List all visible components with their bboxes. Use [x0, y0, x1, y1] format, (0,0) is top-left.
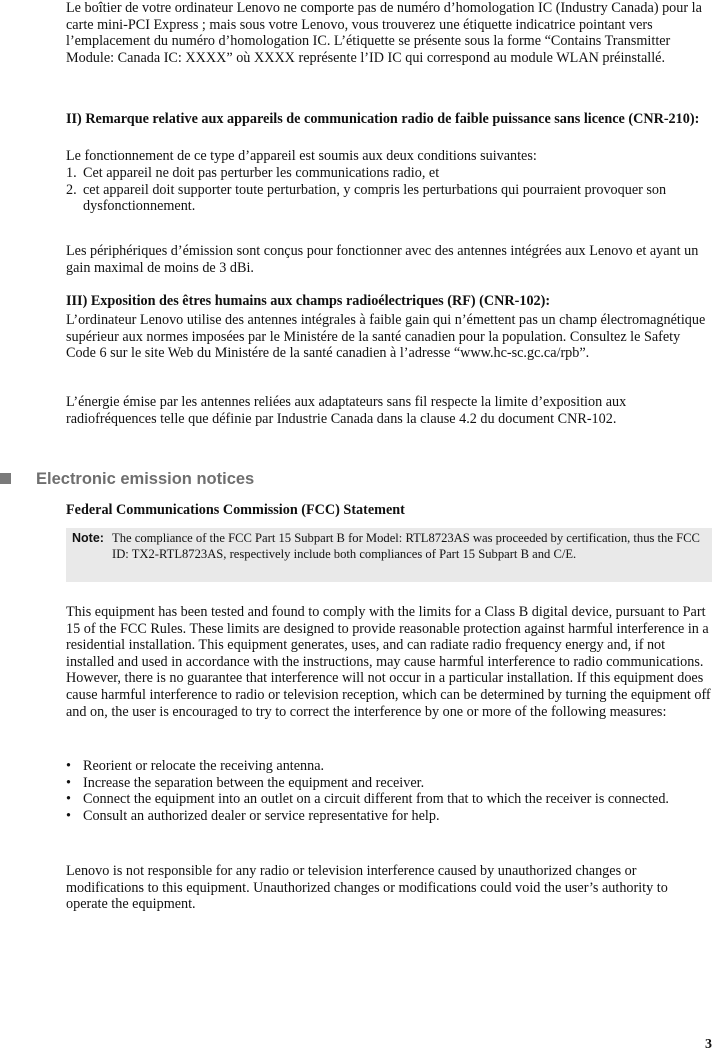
note-text: The compliance of the FCC Part 15 Subpart B for Model: RTL8723AS was proceeded by certification, thus the FCC ID: TX2-RTL8723AS, respectively include both compliances of Part 15 Subpart B and C/E. [112, 531, 700, 561]
note-box [66, 528, 712, 582]
closing-paragraph: Lenovo is not responsible for any radio or television interference caused by unauthorized changes or modifications to this equipment. Unauthorized changes or modifications could void the user’s authority to operate the equipment. [66, 863, 668, 913]
note-label: Note: [72, 531, 104, 545]
bullet-icon: • [66, 758, 71, 774]
list-marker: 1. [66, 165, 77, 181]
list-item [66, 791, 712, 808]
list-item-text: Cet appareil ne doit pas perturber les communications radio, et [83, 165, 440, 181]
list-item [66, 165, 712, 182]
list-marker: 2. [66, 181, 77, 198]
list-item [66, 182, 712, 215]
list-item-text: Increase the separation between the equipment and receiver. [83, 774, 425, 791]
list-item [66, 775, 712, 792]
cnr102-paragraph-2: L’énergie émise par les antennes reliées aux adaptateurs sans fil respecte la limite d’exposition aux radiofréquences telle que définie par Industrie Canada dans la clause 4.2 du document CNR-102. [66, 394, 627, 427]
cnr210-intro: Le fonctionnement de ce type d’appareil est soumis aux deux conditions suivantes: [66, 148, 537, 164]
intro-paragraph: Le boîtier de votre ordinateur Lenovo ne comporte pas de numéro d’homologation IC (Industry Canada) pour la carte mini-PCI Express ; mais sous votre Lenovo, vous trouverez une étiquette indicatrice pointant vers l’emplacement du numéro d’homologation IC. L’étiquette se présente sous la forme “Contains Transmitter Module: Canada IC: XXXX” où XXXX représente l’ID IC qui correspond au module WLAN préinstallé. [66, 0, 702, 66]
bullet-icon: • [66, 774, 71, 791]
list-item [66, 758, 712, 775]
section-heading [0, 469, 713, 489]
section-bullet-icon [0, 473, 11, 484]
list-item-text: Consult an authorized dealer or service representative for help. [83, 807, 440, 824]
page-number: 3 [705, 1037, 712, 1052]
cnr102-heading: III) Exposition des êtres humains aux champs radioélectriques (RF) (CNR-102): [66, 293, 551, 309]
fcc-subheading: Federal Communications Commission (FCC) Statement [66, 502, 405, 518]
bullet-icon: • [66, 791, 71, 808]
antenna-paragraph: Les périphériques d’émission sont conçus pour fonctionner avec des antennes intégrées aux Lenovo et ayant un gain maximal de moins de 3 dBi. [66, 243, 699, 276]
list-item-text: Reorient or relocate the receiving antenna. [83, 758, 325, 774]
fcc-measures-list [66, 758, 712, 824]
cnr210-conditions-list [66, 165, 712, 215]
cnr210-heading: II) Remarque relative aux appareils de communication radio de faible puissance sans licence (CNR-210): [66, 111, 700, 127]
list-item-text: cet appareil doit supporter toute perturbation, y compris les perturbations qui pourraient provoquer son dysfonctionnement. [83, 181, 667, 215]
list-item [66, 808, 712, 825]
section-title: Electronic emission notices [36, 470, 255, 488]
cnr102-paragraph-1: L’ordinateur Lenovo utilise des antennes intégrales à faible gain qui n’émettent pas un champ électromagnétique supérieur aux normes imposées par le Ministére de la santé canadien pour la population. Consultez le Safety Code 6 sur le site Web du Ministére de la santé canadien à l’adresse “www.hc-sc.gc.ca/rpb”. [66, 312, 706, 362]
list-item-text: Connect the equipment into an outlet on a circuit different from that to which the receiver is connected. [83, 791, 669, 808]
fcc-paragraph: This equipment has been tested and found to comply with the limits for a Class B digital device, pursuant to Part 15 of the FCC Rules. These limits are designed to provide reasonable protection against harmful interference in a residential installation. This equipment generates, uses, and can radiate radio frequency energy and, if not installed and used in accordance with the instructions, may cause harmful interference to radio communications. However, there is no guarantee that interference will not occur in a particular installation. If this equipment does cause harmful interference to radio or television reception, which can be determined by turning the equipment off and on, the user is encouraged to try to correct the interference by one or more of the following measures: [66, 604, 711, 720]
bullet-icon: • [66, 807, 71, 824]
